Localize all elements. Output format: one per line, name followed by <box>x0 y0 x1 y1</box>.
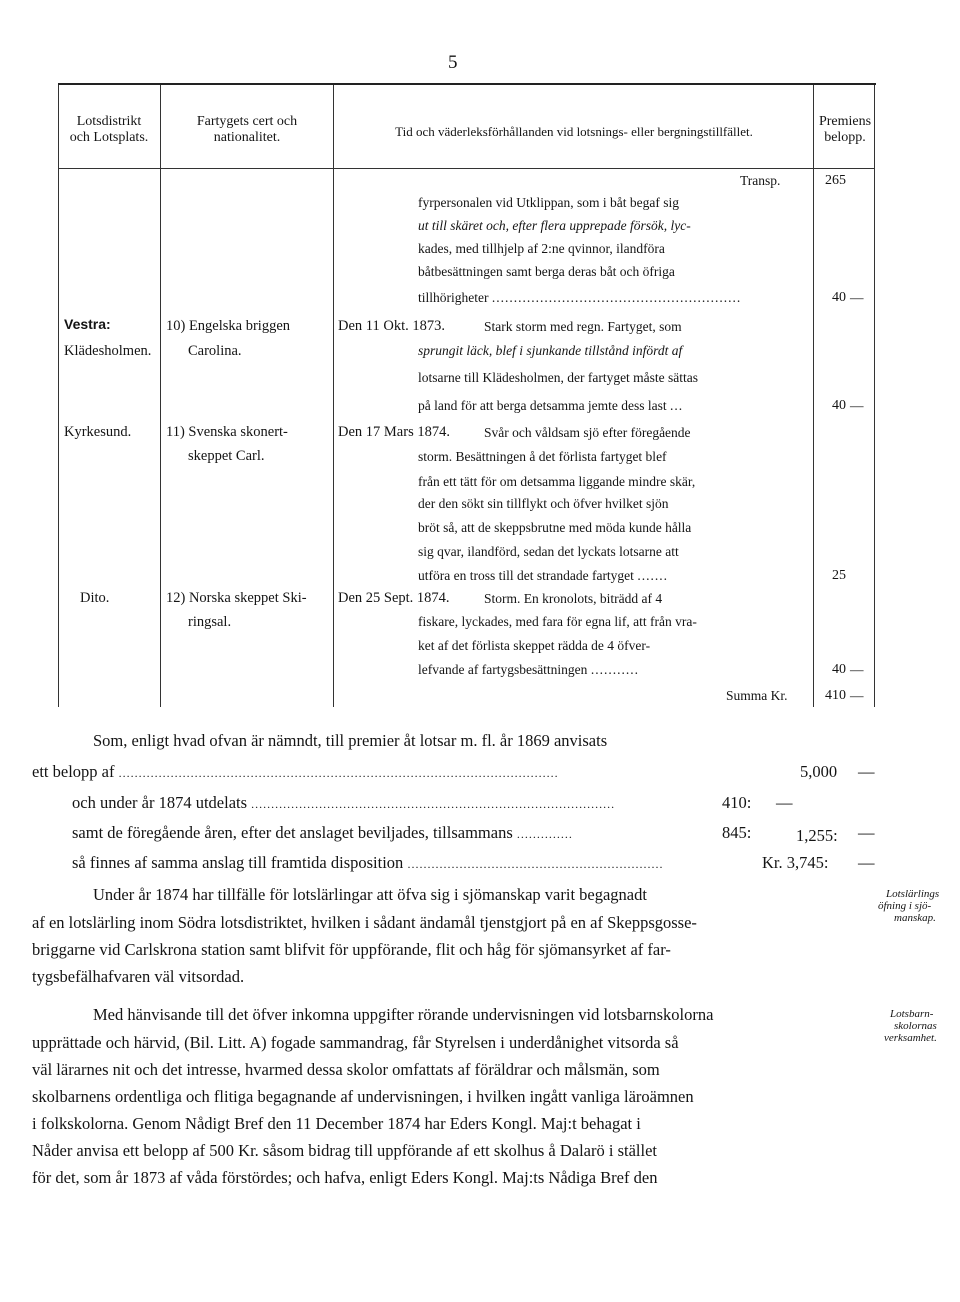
paragraph-line: för det, som år 1873 af våda förstördes; och hafva, enligt Eders Kongl. Maj:ts Nådiga Bref den <box>32 1168 658 1187</box>
row-place: Kyrkesund. <box>64 424 132 440</box>
amount-dash: — <box>850 398 864 413</box>
header-premium: Premiens belopp. <box>818 114 872 145</box>
row-place: Klädesholmen. <box>64 343 152 359</box>
paragraph-line: i folkskolorna. Genom Nådigt Bref den 11 December 1874 har Eders Kongl. Maj:t behagat i <box>32 1114 641 1133</box>
row-date: Den 25 Sept. 1874. <box>338 590 450 606</box>
amount-dash: — <box>850 290 864 305</box>
paragraph-line: tygsbefälhafvaren väl vitsordad. <box>32 967 245 986</box>
intro-line: ut till skäret och, efter flera upprepade försök, lyc- <box>418 218 691 233</box>
row-text-line: storm. Besättningen å det förlista fartyget blef <box>418 449 667 464</box>
row-text-line: Svår och våldsam sjö efter föregående <box>484 425 691 440</box>
row-text-line: Storm. En kronolots, biträdd af 4 <box>484 591 663 606</box>
row-vessel: Carolina. <box>188 343 242 359</box>
intro-line: tillhörigheter ......................................................... <box>418 290 742 305</box>
row-amount: 25 <box>832 568 846 583</box>
row-vessel: ringsal. <box>188 614 232 630</box>
intro-amount: 40 <box>832 290 846 305</box>
summary-dash: — <box>858 853 875 872</box>
paragraph-line: väl lärarnes nit och det intresse, hvarmed dessa skolor omfattats af föräldrar och målsmän, som <box>32 1060 660 1079</box>
summary-line: och under år 1874 utdelats ........................................................................................... <box>72 793 616 812</box>
row-place: Dito. <box>80 590 110 606</box>
row-amount: 40 <box>832 662 846 677</box>
row-text-line: der den sökt sin tillflykt och öfver hvilket sjön <box>418 496 669 511</box>
district-label: Vestra: <box>64 316 111 332</box>
row-text-line: bröt så, att de skeppsbrutne med möda kunde hålla <box>418 520 692 535</box>
header-time: Tid och väderleksförhållanden vid lotsnings- eller bergningstillfället. <box>395 124 753 139</box>
row-vessel: skeppet Carl. <box>188 448 265 464</box>
summary-value: 5,000 <box>800 762 838 781</box>
margin-note: Lotsbarn- skolornas verksamhet. <box>884 1008 937 1044</box>
sum-amount: 410 <box>825 688 846 703</box>
amount-dash: — <box>850 662 864 677</box>
summary-dash: — <box>858 823 875 842</box>
paragraph-line: Nåder anvisa ett belopp af 500 Kr. såsom bidrag till uppförande af ett skolhus å Dalarö i stället <box>32 1141 657 1160</box>
transport-amount: 265 <box>825 173 846 188</box>
summary-value: 845: <box>722 823 752 842</box>
intro-line: kades, med tillhjelp af 2:ne qvinnor, ilandföra <box>418 241 665 256</box>
paragraph-line: briggarne vid Carlskrona station samt blifvit för uppförande, flit och håg för sjömansyrket af far- <box>32 940 671 959</box>
intro-line: fyrpersonalen vid Utklippan, som i båt begaf sig <box>418 195 679 210</box>
row-text-line: lotsarne till Klädesholmen, der fartyget måste sättas <box>418 370 699 385</box>
intro-line: båtbesättningen samt berga deras båt och öfriga <box>418 264 675 279</box>
summary-dash: — <box>858 762 875 781</box>
row-text-line: sig qvar, ilandförd, sedan det lyckats lotsarne att <box>418 544 679 559</box>
row-text-line: från ett tätt för om detsamma liggande mindre skär, <box>418 474 696 489</box>
summary-value: Kr. 3,745: <box>762 853 829 872</box>
paragraph-line: Under år 1874 har tillfälle för lotslärlingar att öfva sig i sjömanskap varit begagnadt <box>93 885 647 904</box>
transport-label: Transp. <box>740 173 781 188</box>
paragraph-line: af en lotslärling inom Södra lotsdistriktet, hvilken i sådant ändamål tjenstgjort på en af Skeppsgosse- <box>32 913 697 932</box>
paragraph-line: upprättade och härvid, (Bil. Litt. A) fogade sammandrag, får Styrelsen i underdånighet vitsorda så <box>32 1033 679 1052</box>
sum-label: Summa Kr. <box>726 688 788 703</box>
paragraph-line: skolbarnens ordentliga och flitiga begagnande af undervisningen, i hvilken ingått vanliga läroämnen <box>32 1087 694 1106</box>
row-date: Den 17 Mars 1874. <box>338 424 450 440</box>
row-text-line: fiskare, lyckades, med fara för egna lif, att från vra- <box>418 614 697 629</box>
margin-note: Lotslärlings öfning i sjö- manskap. <box>878 888 940 924</box>
summary-dash: — <box>776 793 793 812</box>
summary-line: Som, enligt hvad ofvan är nämndt, till premier åt lotsar m. fl. år 1869 anvisats <box>93 731 608 750</box>
row-vessel: 11) Svenska skonert- <box>166 424 288 440</box>
page-number: 5 <box>448 52 458 73</box>
summary-total: 1,255: <box>796 826 838 845</box>
row-text-line: ket af det förlista skeppet rädda de 4 öfver- <box>418 638 651 653</box>
summary-line: så finnes af samma anslag till framtida disposition ................................................................ <box>72 853 664 872</box>
row-text-line: Stark storm med regn. Fartyget, som <box>484 319 682 334</box>
row-text-line: på land för att berga detsamma jemte dess last ... <box>418 398 684 413</box>
header-district: Lotsdistrikt och Lotsplats. <box>69 114 149 145</box>
row-text-line: lefvande af fartygsbesättningen ........... <box>418 662 639 677</box>
summary-line: ett belopp af .............................................................................................................. <box>32 762 559 781</box>
row-text-line: sprungit läck, blef i sjunkande tillstånd infördt af <box>418 343 683 358</box>
paragraph-line: Med hänvisande till det öfver inkomna uppgifter rörande undervisningen vid lotsbarnskolorna <box>93 1005 714 1024</box>
top-rule <box>58 83 876 85</box>
header-vessel: Fartygets cert och nationalitet. <box>196 114 298 145</box>
row-text-line: utföra en tross till det strandade fartyget ....... <box>418 568 668 583</box>
row-date: Den 11 Okt. 1873. <box>338 318 445 334</box>
row-vessel: 12) Norska skeppet Ski- <box>166 590 307 606</box>
summary-line: samt de föregående åren, efter det anslaget beviljades, tillsammans .............. <box>72 823 573 842</box>
row-vessel: 10) Engelska briggen <box>166 318 291 334</box>
summary-value: 410: <box>722 793 752 812</box>
row-amount: 40 <box>832 398 846 413</box>
amount-dash: — <box>850 688 864 703</box>
